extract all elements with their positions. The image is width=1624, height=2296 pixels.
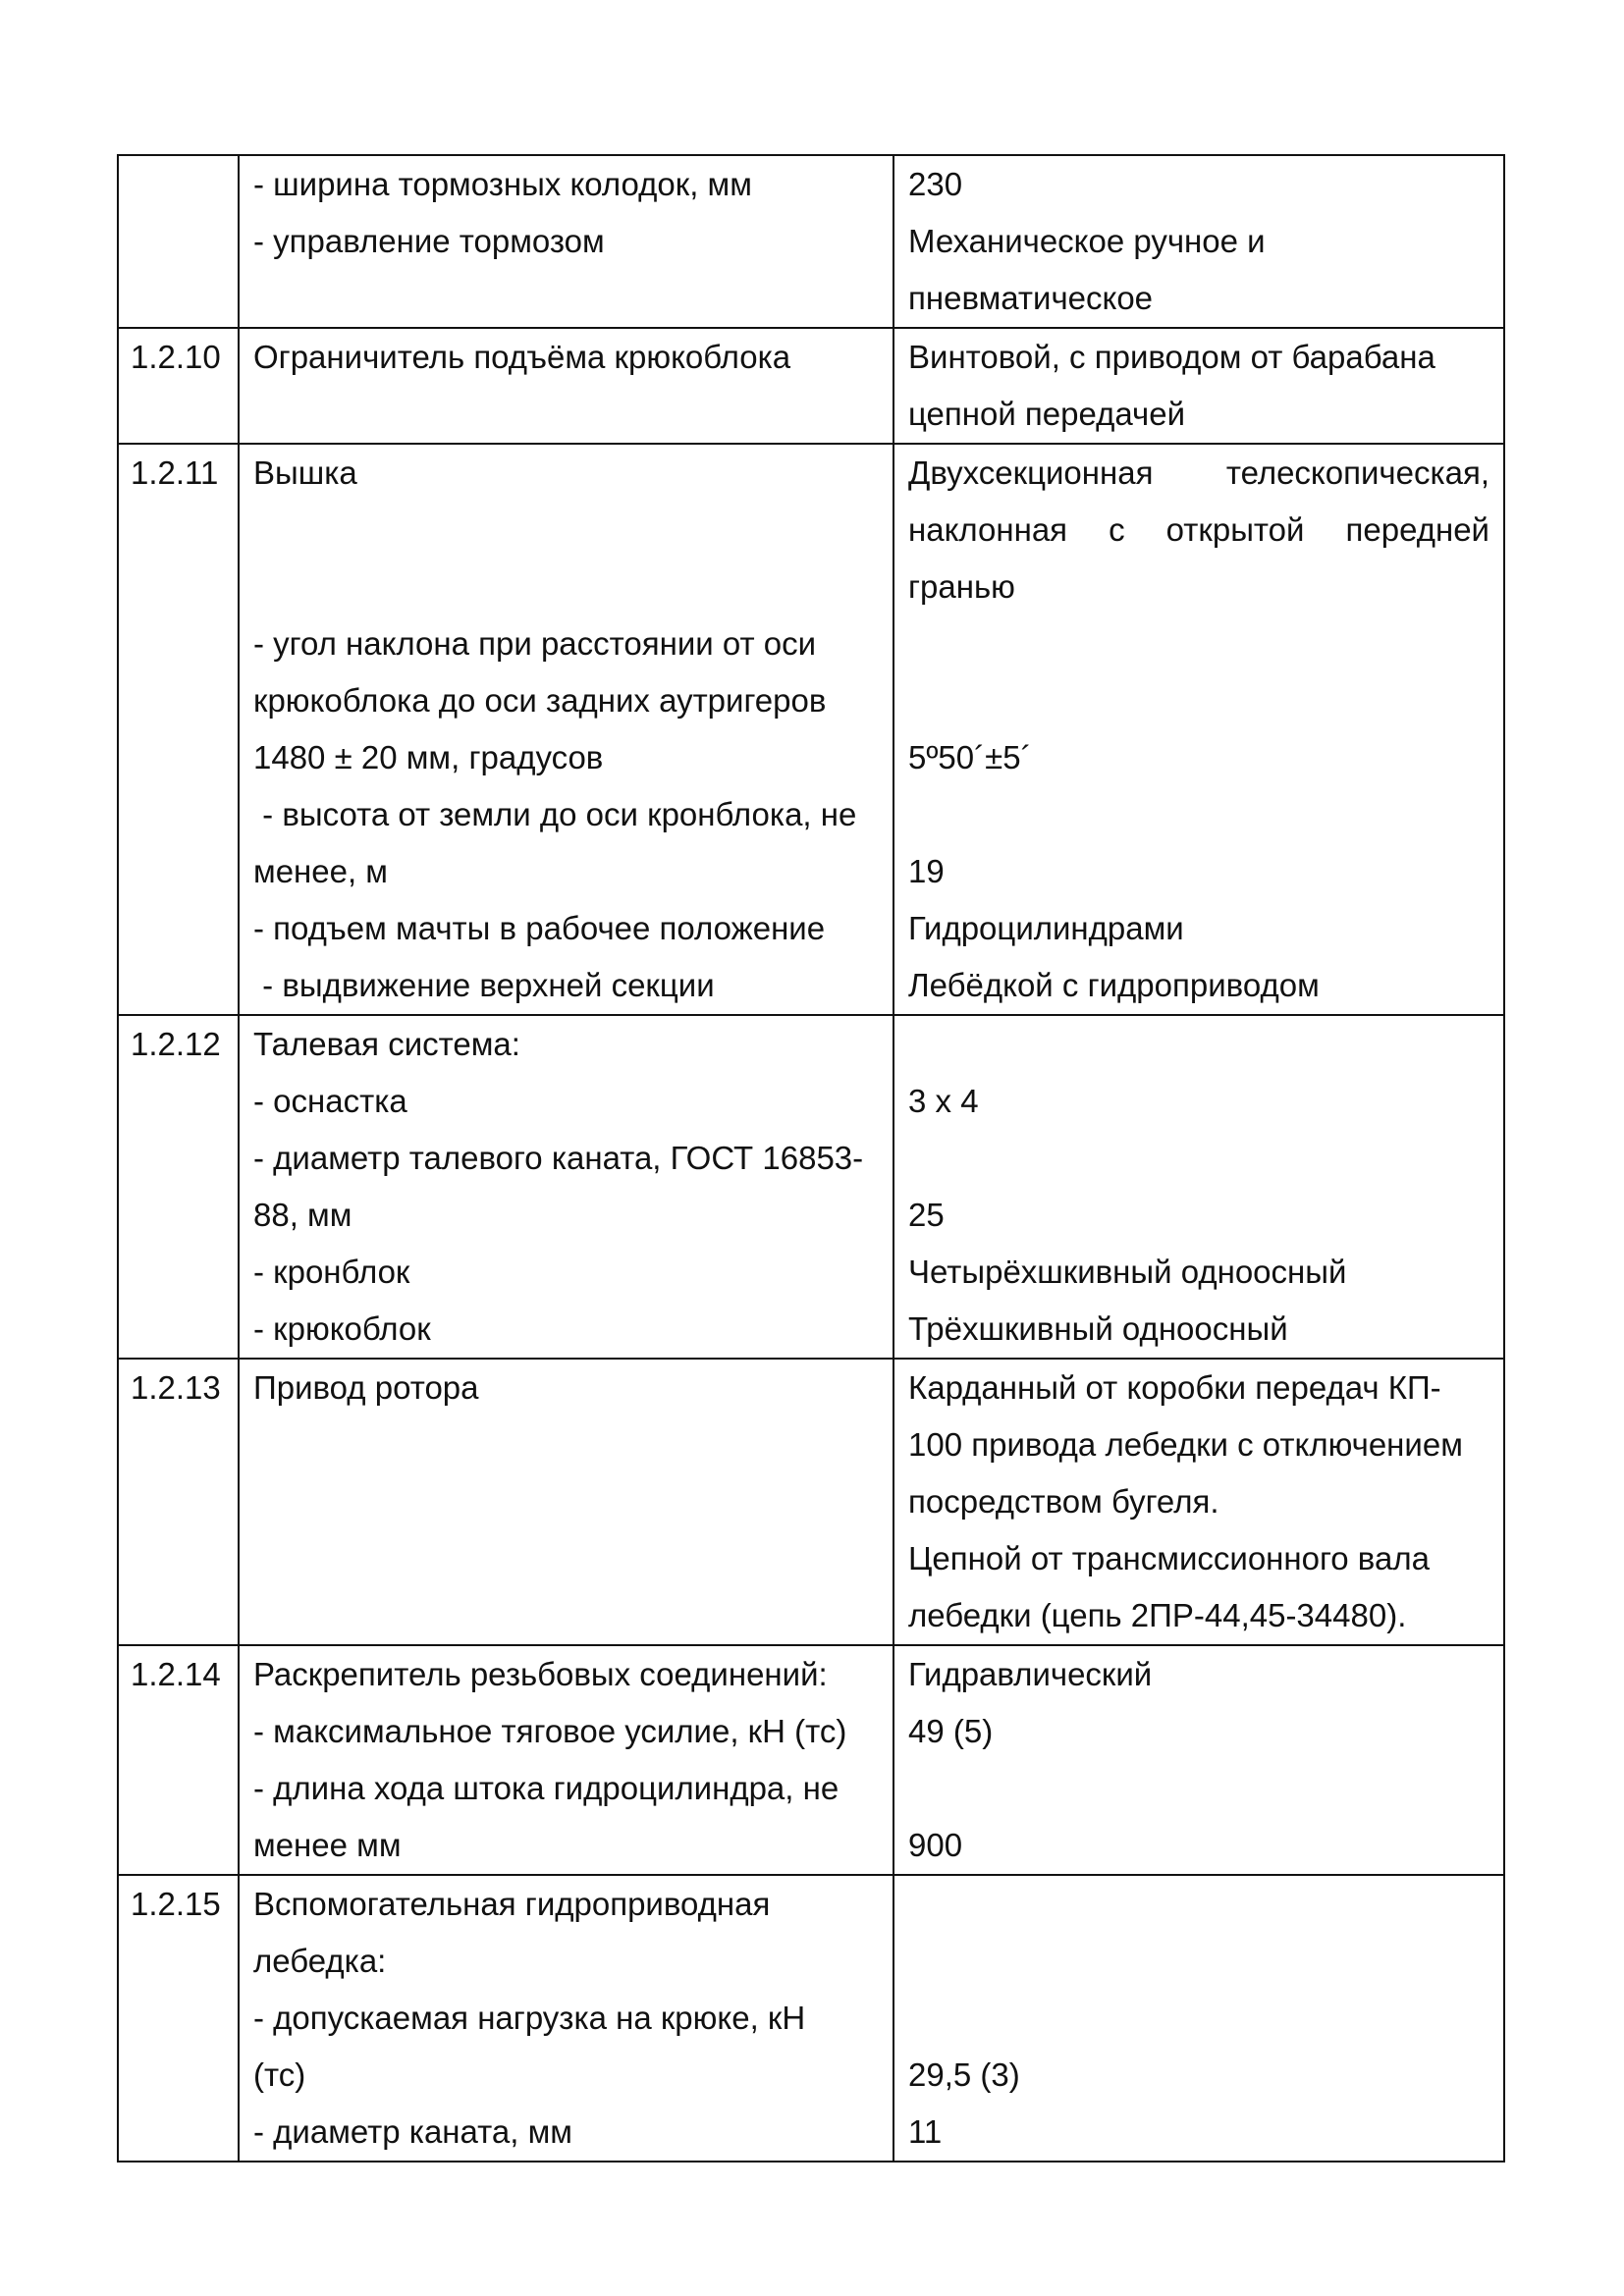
parameter-line: - длина хода штока гидроцилиндра, не [253,1770,839,1806]
value-line: Карданный от коробки передач КП- [908,1369,1441,1406]
parameter-line: крюкоблока до оси задних аутригеров [253,682,827,719]
parameter-line [253,270,879,327]
value-line [908,672,1489,729]
parameter-line: Раскрепитель резьбовых соединений: [253,1656,828,1692]
parameter-line: - оснастка [253,1083,407,1119]
item-number-cell [118,1015,239,1359]
parameter-line: (тс) [253,2056,306,2093]
value-line: 25 [908,1197,945,1233]
value-cell [893,155,1504,328]
parameter-line [253,559,879,615]
parameter-cell [239,328,893,444]
parameter-line: - угол наклона при расстоянии от оси [253,625,817,662]
parameter-line [253,1587,879,1644]
item-number-cell [118,1359,239,1645]
value-line: Лебёдкой с гидроприводом [908,967,1320,1003]
table-row [118,444,1504,1015]
value-line: Четырёхшкивный одноосный [908,1254,1347,1290]
item-number-cell [118,328,239,444]
value-cell [893,1015,1504,1359]
value-line [908,1990,1489,2047]
item-number: 1.2.13 [131,1369,221,1406]
value-line: 900 [908,1827,963,1863]
value-line: Гидроцилиндрами [908,910,1184,946]
value-line: 3 x 4 [908,1083,979,1119]
parameter-cell [239,1015,893,1359]
parameter-cell [239,1645,893,1875]
item-number [131,156,232,213]
parameter-line: - максимальное тяговое усилие, кН (тс) [253,1713,847,1749]
value-line [908,1760,1489,1817]
value-line [908,1876,1489,1933]
value-line [908,1130,1489,1187]
specification-table [117,154,1505,2163]
value-line: Цепной от трансмиссионного вала [908,1540,1430,1576]
value-line [908,1016,1489,1073]
value-line: лебедки (цепь 2ПР-44,45-34480). [908,1597,1407,1633]
value-line [908,1933,1489,1990]
parameter-cell [239,444,893,1015]
parameter-line: 1480 ± 20 мм, градусов [253,739,604,775]
parameter-line: Талевая система: [253,1026,520,1062]
value-line [908,786,1489,843]
parameter-line: менее, м [253,853,388,889]
item-number: 1.2.11 [131,454,219,491]
item-number: 1.2.10 [131,339,221,375]
table-row [118,1645,1504,1875]
parameter-cell [239,155,893,328]
parameter-line [253,1473,879,1530]
parameter-line [253,1416,879,1473]
parameter-line: - подъем мачты в рабочее положение [253,910,826,946]
value-line: 11 [908,2113,943,2150]
parameter-line: - высота от земли до оси кронблока, не [253,796,857,832]
table-row [118,1015,1504,1359]
table-row [118,328,1504,444]
value-line: пневматическое [908,280,1154,316]
parameter-line: Привод ротора [253,1369,479,1406]
parameter-line: - кронблок [253,1254,410,1290]
parameter-line: Ограничитель подъёма крюкоблока [253,339,791,375]
table-row [118,155,1504,328]
value-line: Винтовой, с приводом от барабана [908,339,1435,375]
item-number: 1.2.15 [131,1886,221,1922]
table-row [118,1875,1504,2162]
value-line: 29,5 (3) [908,2056,1020,2093]
parameter-cell [239,1875,893,2162]
parameter-cell [239,1359,893,1645]
value-line: цепной передачей [908,396,1185,432]
value-cell [893,328,1504,444]
value-line: 49 (5) [908,1713,994,1749]
specification-table-body [118,155,1504,2162]
value-line [908,615,1489,672]
parameter-line: - ширина тормозных колодок, мм [253,166,752,202]
parameter-line: - управление тормозом [253,223,605,259]
value-line: 19 [908,853,945,889]
parameter-line: - диаметр талевого каната, ГОСТ 16853- [253,1140,864,1176]
value-line: 5º50´±5´ [908,739,1032,775]
parameter-line: - выдвижение верхней секции [253,967,715,1003]
value-line: 230 [908,166,963,202]
value-line: наклонная с открытой передней [908,511,1489,548]
parameter-line: Вспомогательная гидроприводная [253,1886,771,1922]
value-cell [893,444,1504,1015]
item-number-cell [118,1645,239,1875]
value-cell [893,1645,1504,1875]
value-line: Механическое ручное и [908,223,1266,259]
parameter-line: - допускаемая нагрузка на крюке, кН [253,2000,806,2036]
value-line: Трёхшкивный одноосный [908,1310,1288,1347]
item-number-cell [118,1875,239,2162]
parameter-line: менее мм [253,1827,402,1863]
value-line: посредством бугеля. [908,1483,1219,1520]
parameter-line [253,1530,879,1587]
parameter-line [253,502,879,559]
item-number: 1.2.12 [131,1026,221,1062]
value-cell [893,1359,1504,1645]
parameter-line: лебедка: [253,1943,387,1979]
parameter-line [253,386,879,443]
item-number: 1.2.14 [131,1656,221,1692]
parameter-line: - диаметр каната, мм [253,2113,572,2150]
value-line: Двухсекционная телескопическая, [908,454,1489,491]
parameter-line: - крюкоблок [253,1310,431,1347]
parameter-line: Вышка [253,454,357,491]
value-line: 100 привода лебедки с отключением [908,1426,1463,1463]
item-number-cell [118,155,239,328]
table-row [118,1359,1504,1645]
value-cell [893,1875,1504,2162]
value-line: Гидравлический [908,1656,1153,1692]
parameter-line: 88, мм [253,1197,352,1233]
value-line: гранью [908,568,1015,605]
item-number-cell [118,444,239,1015]
